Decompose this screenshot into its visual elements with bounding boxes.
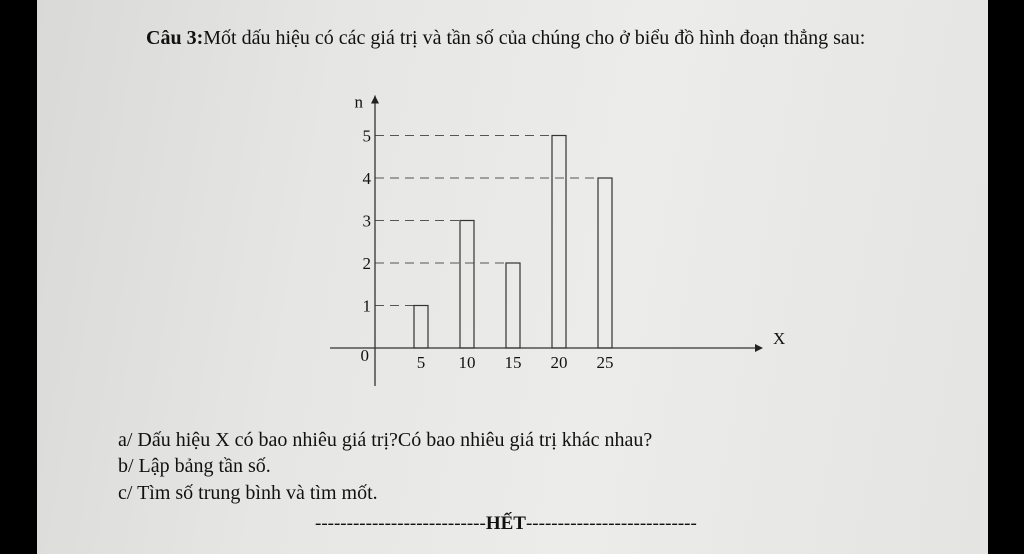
y-tick-label: 4	[362, 169, 371, 188]
y-axis-title: n	[354, 92, 363, 112]
y-tick-label: 5	[362, 126, 371, 146]
footer-end-word: HẾT	[485, 513, 526, 534]
y-tick-label: 3	[362, 211, 371, 231]
task-c: c/ Tìm số trung bình và tìm mốt.	[118, 482, 378, 504]
y-tick-label: 2	[362, 254, 371, 273]
question-heading	[146, 27, 865, 50]
y-tick-label: 1	[362, 296, 371, 316]
x-axis-title: X	[773, 329, 786, 348]
x-axis-arrow-icon	[755, 344, 763, 352]
frequency-bar	[506, 263, 520, 348]
frequency-line-chart	[330, 78, 790, 390]
y-axis-arrow-icon	[371, 96, 379, 104]
origin-label: 0	[360, 346, 369, 365]
chart-axes	[330, 96, 763, 387]
frequency-bar	[414, 306, 428, 349]
task-b: b/ Lập bảng tần số.	[118, 455, 271, 477]
task-a: a/ Dấu hiệu X có bao nhiêu giá trị?Có bao nhiêu giá trị khác nhau?	[118, 429, 653, 451]
frequency-bar	[552, 136, 566, 349]
end-marker	[315, 513, 697, 535]
x-tick-label: 10	[458, 353, 476, 372]
x-tick-label: 15	[504, 353, 522, 372]
question-number: Câu 3:	[146, 27, 204, 49]
chart-guides	[375, 136, 612, 306]
frequency-bar	[460, 221, 474, 349]
footer-dashes-right: ---------------------------	[525, 513, 697, 534]
x-tick-label: 5	[416, 353, 426, 372]
x-tick-label: 25	[596, 353, 614, 372]
x-tick-label: 20	[550, 353, 568, 372]
chart-labels	[355, 93, 786, 373]
footer-dashes-left: ---------------------------	[315, 513, 486, 534]
chart-bars	[414, 136, 612, 349]
frequency-bar	[598, 178, 612, 348]
question-text: Mốt dấu hiệu có các giá trị và tần số của chúng cho ở biểu đồ hình đoạn thẳng sau:	[203, 27, 866, 49]
